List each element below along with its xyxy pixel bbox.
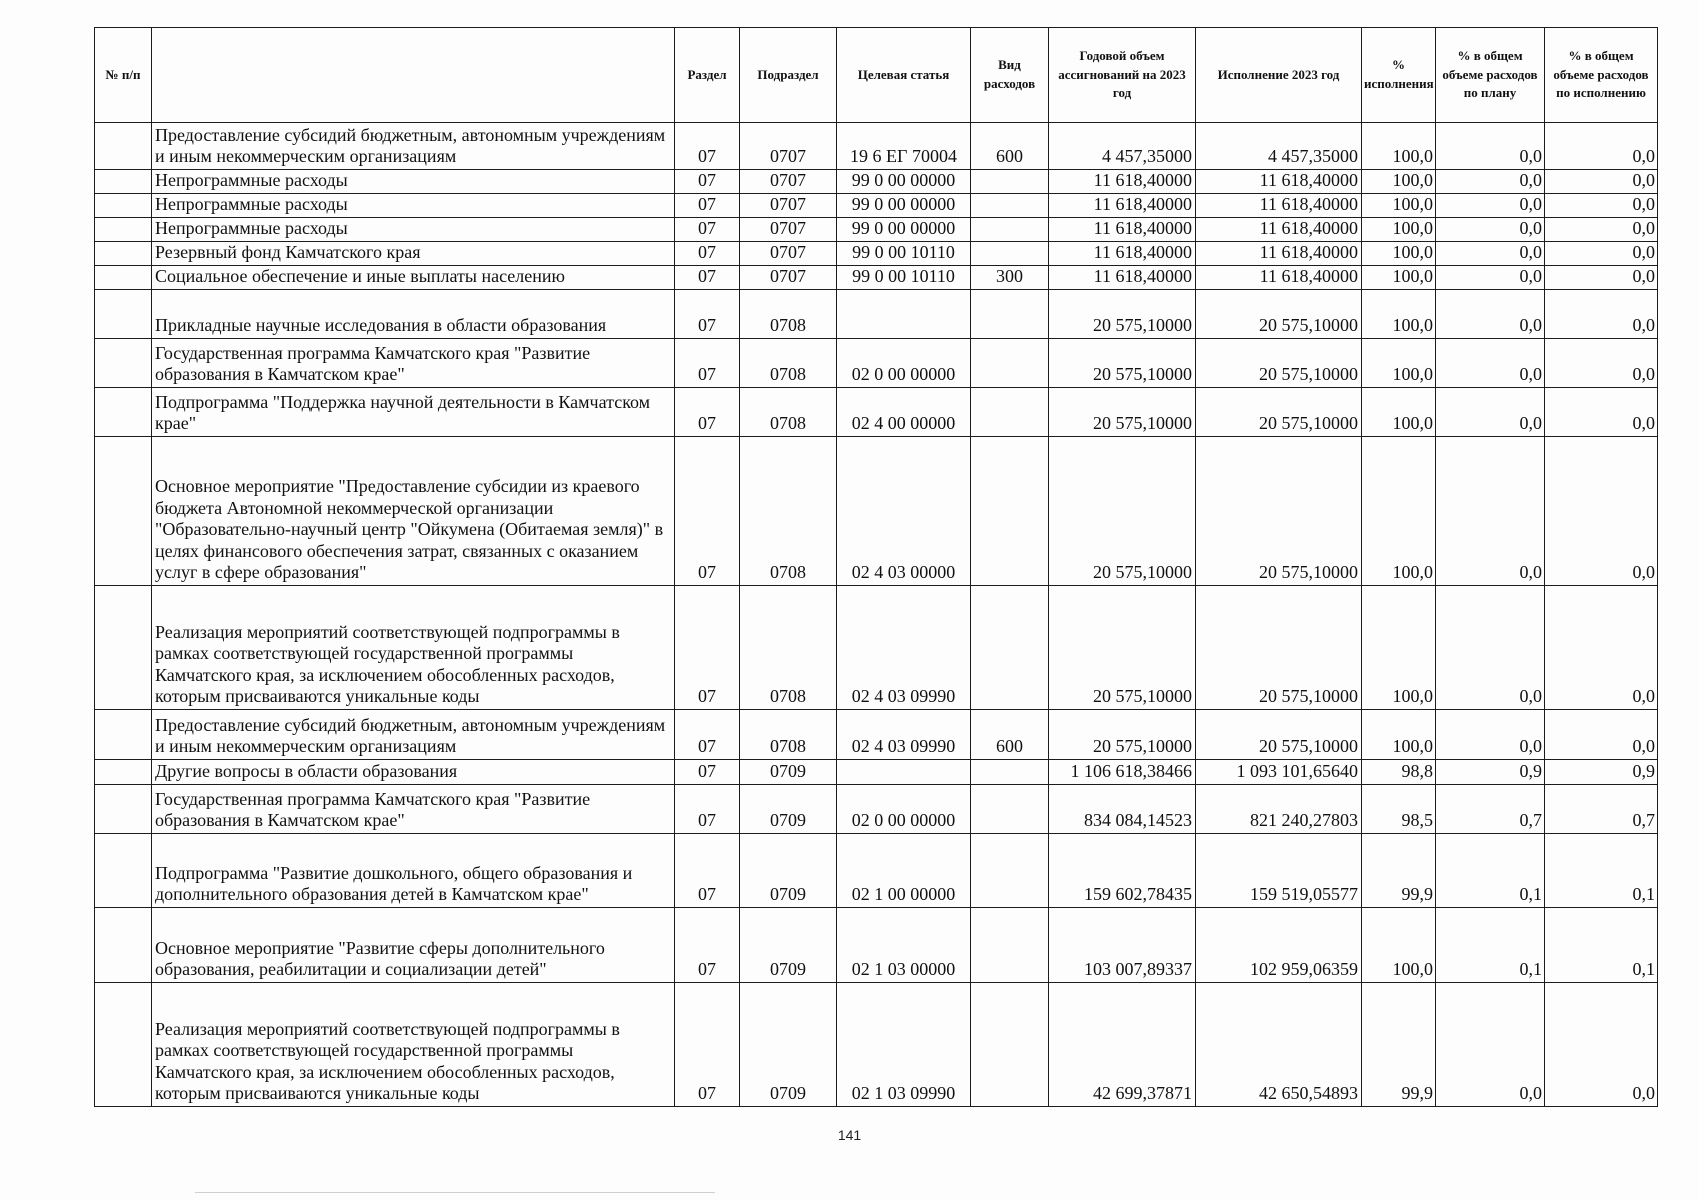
- row-section: 07: [675, 834, 740, 908]
- row-subsection: 0709: [740, 908, 837, 983]
- table-row: [95, 218, 1658, 242]
- row-target: 99 0 00 10110: [837, 242, 971, 266]
- row-num: [95, 194, 152, 218]
- row-num: [95, 266, 152, 290]
- row-execution: 20 575,10000: [1196, 710, 1362, 760]
- row-pct-fact: 0,1: [1545, 834, 1658, 908]
- row-pct-fact: 0,0: [1545, 388, 1658, 437]
- row-annual: 20 575,10000: [1049, 290, 1196, 339]
- row-execution: 20 575,10000: [1196, 290, 1362, 339]
- page-number: 141: [837, 1127, 862, 1143]
- row-pct-exec: 100,0: [1362, 242, 1436, 266]
- row-target: 99 0 00 00000: [837, 194, 971, 218]
- row-pct-exec: 100,0: [1362, 339, 1436, 388]
- row-pct-plan: 0,0: [1436, 710, 1545, 760]
- row-execution: 20 575,10000: [1196, 339, 1362, 388]
- row-section: 07: [675, 194, 740, 218]
- row-annual: 20 575,10000: [1049, 710, 1196, 760]
- row-annual: 1 106 618,38466: [1049, 760, 1196, 785]
- row-pct-plan: 0,1: [1436, 834, 1545, 908]
- row-pct-fact: 0,0: [1545, 586, 1658, 710]
- row-type: [971, 983, 1049, 1107]
- table-row: [95, 983, 1658, 1107]
- row-execution: 102 959,06359: [1196, 908, 1362, 983]
- budget-table: [94, 27, 1658, 1107]
- header-name: [152, 28, 675, 123]
- header-pct-exec: % исполнения: [1362, 28, 1436, 123]
- table-row: [95, 710, 1658, 760]
- row-annual: 103 007,89337: [1049, 908, 1196, 983]
- table-row: [95, 194, 1658, 218]
- row-annual: 11 618,40000: [1049, 242, 1196, 266]
- row-execution: 20 575,10000: [1196, 586, 1362, 710]
- row-annual: 20 575,10000: [1049, 339, 1196, 388]
- row-pct-plan: 0,1: [1436, 908, 1545, 983]
- row-pct-plan: 0,0: [1436, 123, 1545, 170]
- row-name: Подпрограмма "Поддержка научной деятельности в Камчатском крае": [152, 388, 675, 437]
- row-section: 07: [675, 170, 740, 194]
- row-type: 600: [971, 710, 1049, 760]
- row-num: [95, 170, 152, 194]
- table-header-row: [95, 28, 1658, 123]
- row-target: 19 6 ЕГ 70004: [837, 123, 971, 170]
- row-num: [95, 908, 152, 983]
- row-execution: 11 618,40000: [1196, 170, 1362, 194]
- row-num: [95, 586, 152, 710]
- row-pct-fact: 0,0: [1545, 983, 1658, 1107]
- row-annual: 42 699,37871: [1049, 983, 1196, 1107]
- table-row: [95, 339, 1658, 388]
- row-name: Непрограммные расходы: [152, 170, 675, 194]
- header-target: Целевая статья: [837, 28, 971, 123]
- row-num: [95, 339, 152, 388]
- row-num: [95, 760, 152, 785]
- row-pct-plan: 0,0: [1436, 983, 1545, 1107]
- row-pct-fact: 0,0: [1545, 290, 1658, 339]
- row-name: Предоставление субсидий бюджетным, автономным учреждениям и иным некоммерческим организациям: [152, 123, 675, 170]
- row-type: [971, 388, 1049, 437]
- row-type: [971, 290, 1049, 339]
- row-annual: 20 575,10000: [1049, 388, 1196, 437]
- row-execution: 11 618,40000: [1196, 194, 1362, 218]
- row-pct-plan: 0,0: [1436, 339, 1545, 388]
- row-pct-plan: 0,0: [1436, 290, 1545, 339]
- row-num: [95, 983, 152, 1107]
- header-annual: Годовой объем ассигнований на 2023 год: [1049, 28, 1196, 123]
- row-target: 02 0 00 00000: [837, 339, 971, 388]
- table-row: [95, 123, 1658, 170]
- row-target: [837, 290, 971, 339]
- row-section: 07: [675, 437, 740, 586]
- row-pct-exec: 100,0: [1362, 290, 1436, 339]
- row-name: Государственная программа Камчатского края "Развитие образования в Камчатском крае": [152, 785, 675, 834]
- row-pct-exec: 99,9: [1362, 983, 1436, 1107]
- row-pct-exec: 98,8: [1362, 760, 1436, 785]
- row-subsection: 0709: [740, 834, 837, 908]
- row-pct-exec: 99,9: [1362, 834, 1436, 908]
- row-target: [837, 760, 971, 785]
- table-body: [95, 123, 1658, 1107]
- row-pct-exec: 100,0: [1362, 908, 1436, 983]
- row-section: 07: [675, 266, 740, 290]
- row-pct-exec: 100,0: [1362, 437, 1436, 586]
- row-target: 02 1 03 09990: [837, 983, 971, 1107]
- row-num: [95, 290, 152, 339]
- row-target: 02 4 03 09990: [837, 710, 971, 760]
- row-type: [971, 785, 1049, 834]
- row-section: 07: [675, 290, 740, 339]
- row-section: 07: [675, 388, 740, 437]
- table-row: [95, 170, 1658, 194]
- row-name: Непрограммные расходы: [152, 218, 675, 242]
- row-pct-fact: 0,0: [1545, 242, 1658, 266]
- row-annual: 11 618,40000: [1049, 194, 1196, 218]
- row-target: 02 1 00 00000: [837, 834, 971, 908]
- row-pct-fact: 0,0: [1545, 123, 1658, 170]
- row-type: [971, 760, 1049, 785]
- row-execution: 159 519,05577: [1196, 834, 1362, 908]
- header-num: № п/п: [95, 28, 152, 123]
- row-type: [971, 586, 1049, 710]
- row-execution: 11 618,40000: [1196, 218, 1362, 242]
- row-execution: 20 575,10000: [1196, 437, 1362, 586]
- row-pct-fact: 0,0: [1545, 170, 1658, 194]
- row-subsection: 0708: [740, 388, 837, 437]
- row-target: 02 4 03 00000: [837, 437, 971, 586]
- row-name: Резервный фонд Камчатского края: [152, 242, 675, 266]
- table-row: [95, 760, 1658, 785]
- row-type: [971, 339, 1049, 388]
- row-annual: 11 618,40000: [1049, 170, 1196, 194]
- row-type: [971, 218, 1049, 242]
- row-name: Государственная программа Камчатского края "Развитие образования в Камчатском крае": [152, 339, 675, 388]
- row-section: 07: [675, 339, 740, 388]
- row-name: Непрограммные расходы: [152, 194, 675, 218]
- row-subsection: 0709: [740, 785, 837, 834]
- row-annual: 11 618,40000: [1049, 266, 1196, 290]
- row-pct-exec: 98,5: [1362, 785, 1436, 834]
- row-subsection: 0707: [740, 170, 837, 194]
- row-subsection: 0707: [740, 194, 837, 218]
- row-target: 99 0 00 00000: [837, 218, 971, 242]
- row-section: 07: [675, 586, 740, 710]
- row-section: 07: [675, 218, 740, 242]
- row-subsection: 0709: [740, 760, 837, 785]
- row-pct-plan: 0,0: [1436, 170, 1545, 194]
- table-row: [95, 785, 1658, 834]
- row-name: Другие вопросы в области образования: [152, 760, 675, 785]
- header-pct-plan: % в общем объеме расходов по плану: [1436, 28, 1545, 123]
- row-pct-exec: 100,0: [1362, 388, 1436, 437]
- row-pct-fact: 0,1: [1545, 908, 1658, 983]
- header-expense-type: Вид расходов: [971, 28, 1049, 123]
- row-execution: 821 240,27803: [1196, 785, 1362, 834]
- row-subsection: 0708: [740, 586, 837, 710]
- row-type: [971, 242, 1049, 266]
- row-name: Реализация мероприятий соответствующей подпрограммы в рамках соответствующей государственной программы Камчатского края, за исключением обособленных расходов, которым присваиваются уникальные коды: [152, 983, 675, 1107]
- row-pct-plan: 0,0: [1436, 242, 1545, 266]
- row-subsection: 0708: [740, 339, 837, 388]
- table-row: [95, 388, 1658, 437]
- row-pct-fact: 0,0: [1545, 218, 1658, 242]
- row-annual: 4 457,35000: [1049, 123, 1196, 170]
- row-name: Предоставление субсидий бюджетным, автономным учреждениям и иным некоммерческим организациям: [152, 710, 675, 760]
- row-execution: 1 093 101,65640: [1196, 760, 1362, 785]
- table-row: [95, 586, 1658, 710]
- row-target: 02 1 03 00000: [837, 908, 971, 983]
- row-execution: 42 650,54893: [1196, 983, 1362, 1107]
- table-row: [95, 290, 1658, 339]
- row-target: 99 0 00 00000: [837, 170, 971, 194]
- row-subsection: 0707: [740, 218, 837, 242]
- header-section: Раздел: [675, 28, 740, 123]
- row-section: 07: [675, 760, 740, 785]
- row-pct-plan: 0,9: [1436, 760, 1545, 785]
- row-target: 99 0 00 10110: [837, 266, 971, 290]
- row-subsection: 0708: [740, 437, 837, 586]
- header-execution: Исполнение 2023 год: [1196, 28, 1362, 123]
- row-type: [971, 170, 1049, 194]
- row-num: [95, 123, 152, 170]
- row-pct-fact: 0,0: [1545, 437, 1658, 586]
- row-type: [971, 194, 1049, 218]
- row-num: [95, 785, 152, 834]
- row-type: [971, 437, 1049, 586]
- row-pct-exec: 100,0: [1362, 170, 1436, 194]
- table-row: [95, 908, 1658, 983]
- table-row: [95, 242, 1658, 266]
- row-section: 07: [675, 785, 740, 834]
- table-row: [95, 266, 1658, 290]
- row-pct-exec: 100,0: [1362, 123, 1436, 170]
- row-pct-plan: 0,0: [1436, 388, 1545, 437]
- row-target: 02 4 03 09990: [837, 586, 971, 710]
- row-pct-fact: 0,0: [1545, 194, 1658, 218]
- scan-artifact-line: [195, 1192, 715, 1193]
- header-subsection: Подраздел: [740, 28, 837, 123]
- row-pct-exec: 100,0: [1362, 266, 1436, 290]
- row-pct-fact: 0,7: [1545, 785, 1658, 834]
- row-subsection: 0708: [740, 290, 837, 339]
- table-row: [95, 437, 1658, 586]
- row-pct-plan: 0,0: [1436, 266, 1545, 290]
- row-execution: 4 457,35000: [1196, 123, 1362, 170]
- row-target: 02 4 00 00000: [837, 388, 971, 437]
- row-num: [95, 437, 152, 586]
- row-type: 300: [971, 266, 1049, 290]
- row-annual: 20 575,10000: [1049, 586, 1196, 710]
- row-num: [95, 834, 152, 908]
- row-section: 07: [675, 710, 740, 760]
- row-section: 07: [675, 242, 740, 266]
- row-annual: 20 575,10000: [1049, 437, 1196, 586]
- row-name: Прикладные научные исследования в области образования: [152, 290, 675, 339]
- row-annual: 11 618,40000: [1049, 218, 1196, 242]
- row-pct-plan: 0,0: [1436, 218, 1545, 242]
- row-section: 07: [675, 123, 740, 170]
- row-num: [95, 242, 152, 266]
- row-section: 07: [675, 983, 740, 1107]
- row-pct-fact: 0,9: [1545, 760, 1658, 785]
- row-annual: 834 084,14523: [1049, 785, 1196, 834]
- row-num: [95, 218, 152, 242]
- row-num: [95, 710, 152, 760]
- row-pct-fact: 0,0: [1545, 266, 1658, 290]
- row-pct-plan: 0,0: [1436, 194, 1545, 218]
- row-name: Социальное обеспечение и иные выплаты населению: [152, 266, 675, 290]
- row-pct-exec: 100,0: [1362, 218, 1436, 242]
- row-name: Реализация мероприятий соответствующей подпрограммы в рамках соответствующей государственной программы Камчатского края, за исключением обособленных расходов, которым присваиваются уникальные коды: [152, 586, 675, 710]
- row-pct-plan: 0,0: [1436, 586, 1545, 710]
- row-execution: 11 618,40000: [1196, 266, 1362, 290]
- row-type: [971, 834, 1049, 908]
- table-row: [95, 834, 1658, 908]
- row-section: 07: [675, 908, 740, 983]
- row-name: Подпрограмма "Развитие дошкольного, общего образования и дополнительного образования детей в Камчатском крае": [152, 834, 675, 908]
- row-pct-exec: 100,0: [1362, 586, 1436, 710]
- row-subsection: 0709: [740, 983, 837, 1107]
- row-type: 600: [971, 123, 1049, 170]
- row-pct-exec: 100,0: [1362, 194, 1436, 218]
- row-subsection: 0708: [740, 710, 837, 760]
- row-pct-plan: 0,7: [1436, 785, 1545, 834]
- row-pct-exec: 100,0: [1362, 710, 1436, 760]
- row-execution: 20 575,10000: [1196, 388, 1362, 437]
- row-subsection: 0707: [740, 123, 837, 170]
- row-subsection: 0707: [740, 266, 837, 290]
- header-pct-fact: % в общем объеме расходов по исполнению: [1545, 28, 1658, 123]
- row-type: [971, 908, 1049, 983]
- row-pct-plan: 0,0: [1436, 437, 1545, 586]
- row-name: Основное мероприятие "Развитие сферы дополнительного образования, реабилитации и социализации детей": [152, 908, 675, 983]
- row-pct-fact: 0,0: [1545, 339, 1658, 388]
- row-pct-fact: 0,0: [1545, 710, 1658, 760]
- row-num: [95, 388, 152, 437]
- row-execution: 11 618,40000: [1196, 242, 1362, 266]
- row-name: Основное мероприятие "Предоставление субсидии из краевого бюджета Автономной некоммерческой организации "Образовательно-научный центр "Ойкумена (Обитаемая земля)" в целях финансового обеспечения затрат, связанных с оказанием услуг в сфере образования": [152, 437, 675, 586]
- row-target: 02 0 00 00000: [837, 785, 971, 834]
- row-annual: 159 602,78435: [1049, 834, 1196, 908]
- row-subsection: 0707: [740, 242, 837, 266]
